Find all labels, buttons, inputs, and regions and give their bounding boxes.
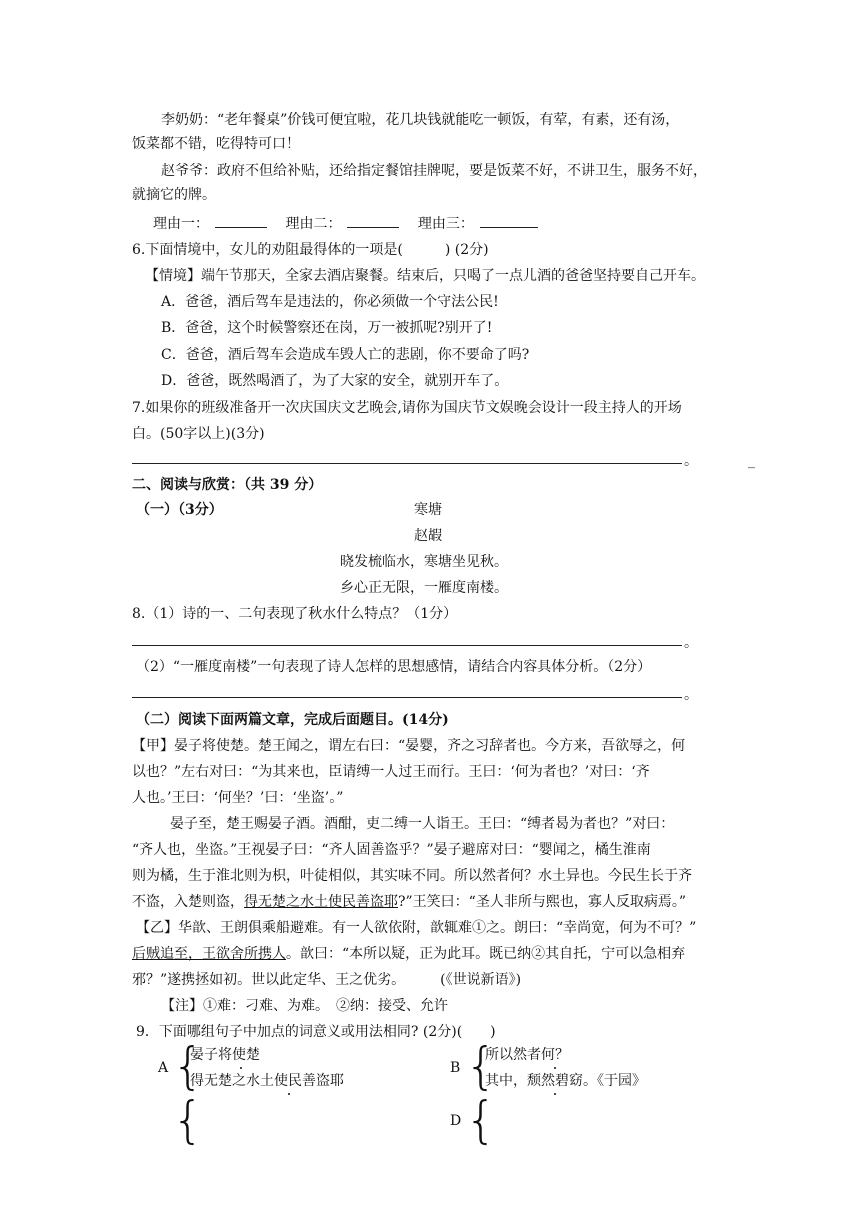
text-jia-line-7-start: 不盗，入楚则盗， xyxy=(132,894,244,910)
q9-option-d-label: D xyxy=(450,1113,462,1129)
dialogue-li-line-1: 李奶奶：“老年餐桌”价钱可便宜啦，花几块钱就能吃一顿饭，有荤，有素，还有汤， xyxy=(161,112,680,128)
text-jia-line-7 xyxy=(132,892,686,912)
section-2-part-1: （一）（3分） xyxy=(136,502,223,518)
q9-option-b-brace: { xyxy=(465,1037,497,1095)
reason-3-label: 理由三： xyxy=(417,216,474,232)
text-jia-line-4: 晏子至，楚王赐晏子酒。酒酣，吏二缚一人诣王。王曰：“缚者曷为者也？”对曰： xyxy=(170,816,675,832)
q7-line-1: 7.如果你的班级准备开一次庆国庆文艺晚会,请你为国庆节文娱晚会设计一段主持人的开场 xyxy=(132,400,682,416)
reason-2-blank[interactable] xyxy=(347,213,399,228)
q7-answer-line[interactable] xyxy=(132,463,682,464)
q8-answer-line-2[interactable] xyxy=(132,697,682,698)
q6-context: 【情境】端午节那天，全家去酒店聚餐。结束后，只喝了一点儿酒的爸爸坚持要自己开车。 xyxy=(145,268,705,284)
text-yi-line-3: 邪？”遂携拯如初。世以此定华、王之优劣。 (《世说新语》) xyxy=(132,972,522,988)
q8-part-1: 8.（1）诗的一、二句表现了秋水什么特点？（1分） xyxy=(132,606,458,622)
reason-2-label: 理由二： xyxy=(285,216,342,232)
part-2-heading: （二）阅读下面两篇文章，完成后面题目。(14分) xyxy=(136,712,449,728)
text-yi-underlined-sentence: 后贼追至，王欲舍所携人 xyxy=(132,946,286,962)
text-yi-line-2 xyxy=(132,944,685,964)
text-jia-line-3: 人也。’王曰：‘何坐？’曰：‘坐盗’。” xyxy=(132,790,344,806)
text-yi-line-1: 【乙】华歆、王朗俱乘船避难。有一人欲依附，歆辄难①之。朗曰：“幸尚宽，何为不可？” xyxy=(136,920,697,936)
q9-option-b-sentence-2 xyxy=(485,1071,646,1091)
q9-option-c-brace: { xyxy=(172,1091,204,1149)
reason-1-label: 理由一： xyxy=(153,216,209,232)
poem-line-1: 晓发梳临水，寒塘坐见秋。 xyxy=(340,554,508,570)
poem-author: 赵嘏 xyxy=(414,528,442,544)
text-yi-line-2-end: 。歆曰：“本所以疑，正为此耳。既已纳②其自托，宁可以急相弃 xyxy=(286,946,686,962)
q7-line-2: 白。(50字以上)(3分) xyxy=(132,426,265,442)
text-jia-line-2: 以也？”左右对曰：“为其来也，臣请缚一人过王而行。王曰：‘何为者也？’对曰：‘齐 xyxy=(132,764,650,780)
q6-stem: 6.下面情境中，女儿的劝阻最得体的一项是( ) (2分) xyxy=(132,242,489,258)
q6-option-d: D．爸爸，既然喝酒了，为了大家的安全，就别开车了。 xyxy=(161,373,509,389)
q7-end-mark: 。 xyxy=(684,453,698,469)
text-jia-line-1: 【甲】晏子将使楚。楚王闻之，谓左右曰：“晏婴，齐之习辞者也。今方来，吾欲辱之，何 xyxy=(132,738,686,754)
section-2-heading: 二、阅读与欣赏：（共 39 分） xyxy=(132,477,323,493)
q6-option-a: A．爸爸，酒后驾车是违法的，你必须做一个守法公民! xyxy=(161,294,499,310)
q9-option-a-brace: { xyxy=(172,1037,204,1095)
text-note: 【注】①难：刁难、为难。 ②纳：接受、允许 xyxy=(161,998,448,1014)
q9-option-b-label: B xyxy=(450,1060,461,1076)
reasons-row xyxy=(153,213,544,234)
text-jia-line-6: 则为橘，生于淮北则为枳，叶徒相似，其实味不同。所以然者何？水土异也。今民生长于齐 xyxy=(132,868,692,884)
q9-option-a-sentence-2 xyxy=(190,1071,344,1091)
q9-option-b-text-2: 其中，颓然碧窈。《于园》 xyxy=(485,1073,646,1089)
q9-option-b-text-1: 所以然者何？ xyxy=(485,1047,569,1063)
poem-title: 寒塘 xyxy=(414,502,442,518)
q8-part-2: （2）“一雁度南楼”一句表现了诗人怎样的思想感情，请结合内容具体分析。（2分） xyxy=(136,659,652,675)
q9-a-dot-1 xyxy=(240,1067,242,1069)
text-jia-line-5: “齐人也，坐盗。”王视晏子曰：“齐人固善盗乎？”晏子避席对曰：“婴闻之，橘生淮南 xyxy=(132,842,651,858)
q6-option-c: C．爸爸，酒后驾车会造成车毁人亡的悲剧，你不要命了吗? xyxy=(161,347,530,363)
q9-option-b-sentence-1 xyxy=(485,1045,569,1065)
q9-option-a-label: A xyxy=(158,1060,169,1076)
text-jia-line-7-end: ?”王笑曰：“圣人非所与熙也，寡人反取病焉。” xyxy=(398,894,686,910)
q9-a-dot-2 xyxy=(288,1093,290,1095)
q8-end-mark-2: 。 xyxy=(684,687,698,703)
q6-option-b: B．爸爸，这个时候警察还在岗，万一被抓呢?别开了! xyxy=(161,320,493,336)
reason-3-blank[interactable] xyxy=(480,213,538,228)
dialogue-zhao-line-1: 赵爷爷：政府不但给补贴，还给指定餐馆挂牌呢，要是饭菜不好，不讲卫生，服务不好， xyxy=(161,163,707,179)
q9-option-a-text-2: 得无楚之水土使民善盗耶 xyxy=(190,1073,344,1089)
q8-answer-line-1[interactable] xyxy=(132,645,682,646)
q9-option-a-sentence-1 xyxy=(190,1045,260,1065)
q9-b-dot-1 xyxy=(554,1067,556,1069)
q9-stem: 9．下面哪组句子中加点的词意义或用法相同? (2分)( ) xyxy=(136,1024,496,1040)
q9-b-dot-2 xyxy=(554,1093,556,1095)
reason-1-blank[interactable] xyxy=(215,213,267,228)
q9-option-d-brace: { xyxy=(465,1091,497,1149)
poem-line-2: 乡心正无限，一雁度南楼。 xyxy=(340,580,508,596)
text-jia-underlined-sentence: 得无楚之水土使民善盗耶 xyxy=(244,894,398,910)
q7-dash: _ xyxy=(748,453,755,469)
dialogue-li-line-2: 饭菜都不错，吃得特可口！ xyxy=(132,136,300,152)
dialogue-zhao-line-2: 就摘它的牌。 xyxy=(132,187,216,203)
q9-option-a-text-1: 晏子将使楚 xyxy=(190,1047,260,1063)
q8-end-mark-1: 。 xyxy=(684,635,698,651)
